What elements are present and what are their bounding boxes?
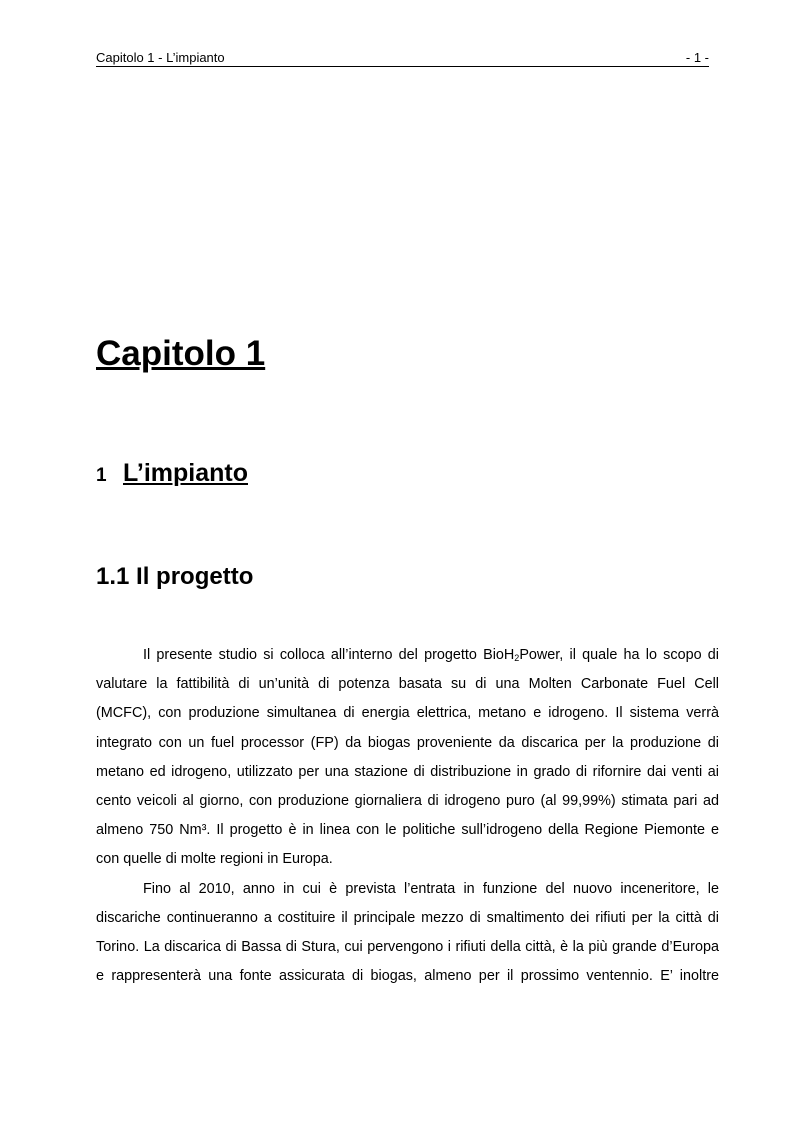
chapter-title: Capitolo 1 xyxy=(96,334,266,373)
paragraph-1-line-3: (MCFC), con produzione simultanea di energia elettrica, metano e idrogeno. Il sistema verrà xyxy=(96,705,719,722)
paragraph-2-line-1: Fino al 2010, anno in cui è prevista l’entrata in funzione del nuovo inceneritore, le xyxy=(143,880,719,897)
body-text xyxy=(96,641,719,991)
header-chapter-label: Capitolo 1 - L’impianto xyxy=(96,50,225,65)
text-segment: Power, il quale ha lo scopo di xyxy=(519,647,719,663)
paragraph-1-line-1 xyxy=(96,641,719,670)
paragraph-2-line-2: discariche continueranno a costituire il principale mezzo di smaltimento dei rifiuti per la città di xyxy=(96,909,719,926)
paragraph-1-line-5: metano ed idrogeno, utilizzato per una stazione di distribuzione in grado di rifornire dai venti ai xyxy=(96,763,719,780)
paragraph-1-line-7: almeno 750 Nm³. Il progetto è in linea con le politiche sull’idrogeno della Regione Piemonte e xyxy=(96,822,719,839)
text-segment: Il presente studio si colloca all’interno del progetto BioH xyxy=(143,647,515,663)
section-number: 1 xyxy=(96,465,107,486)
paragraph-1-line-4: integrato con un fuel processor (FP) da biogas proveniente da discarica per la produzione di xyxy=(96,734,719,751)
paragraph-1-line-6: cento veicoli al giorno, con produzione giornaliera di idrogeno puro (al 99,99%) stimata pari ad xyxy=(96,792,719,809)
paragraph-1-line-2: valutare la fattibilità di un’unità di potenza basata su di una Molten Carbonate Fuel Cell xyxy=(96,676,719,693)
running-header xyxy=(96,50,709,67)
paragraph-2-line-4: e rappresenterà una fonte assicurata di biogas, almeno per il prossimo ventennio. E’ inoltre xyxy=(96,968,719,985)
section-heading xyxy=(96,457,248,492)
paragraph-2-line-3: Torino. La discarica di Bassa di Stura, cui pervengono i rifiuti della città, è la più grande d’Europa xyxy=(96,938,719,955)
paragraph-1-line-8: con quelle di molte regioni in Europa. xyxy=(96,851,333,868)
subsection-heading: 1.1 Il progetto xyxy=(96,563,254,590)
section-title: L’impianto xyxy=(123,459,248,487)
header-page-number: - 1 - xyxy=(685,50,709,65)
subscript: 2 xyxy=(514,653,520,663)
